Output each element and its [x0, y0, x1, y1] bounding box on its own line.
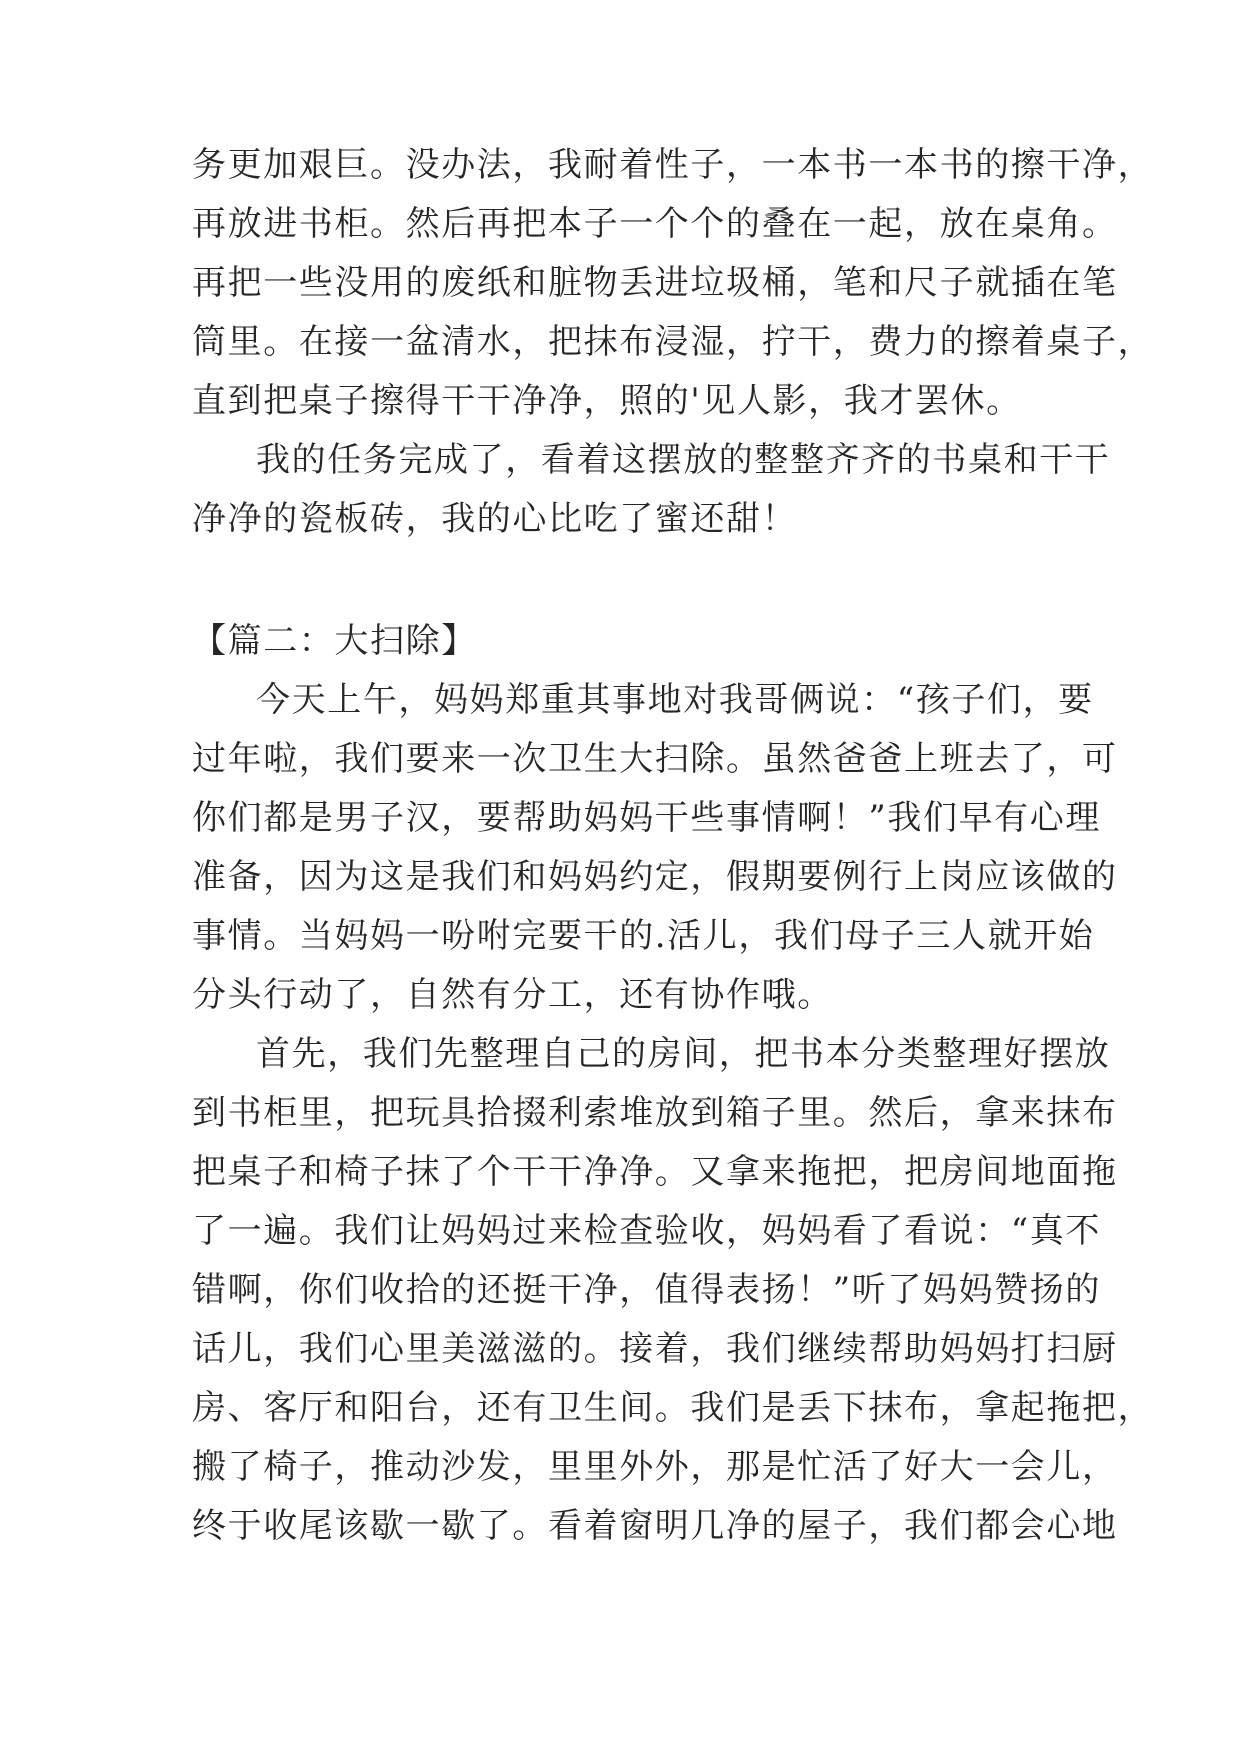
text-line: 搬了椅子，推动沙发，里里外外，那是忙活了好大一会儿， — [192, 1447, 1118, 1487]
text-line: 分头行动了，自然有分工，还有协作哦。 — [192, 975, 833, 1015]
text-line: 把桌子和椅子抹了个干干净净。又拿来拖把，把房间地面拖 — [192, 1152, 1118, 1192]
section-heading: 【篇二：大扫除】 — [192, 621, 477, 661]
text-line: 直到把桌子擦得干干净净，照的'见人影，我才罢休。 — [192, 381, 1022, 421]
text-line: 事情。当妈妈一吩咐完要干的.活儿，我们母子三人就开始 — [192, 916, 1095, 956]
text-line: 我的任务完成了，看着这摆放的整整齐齐的书桌和干干 — [256, 440, 1111, 480]
text-line: 房、客厅和阳台，还有卫生间。我们是丢下抹布，拿起拖把， — [192, 1388, 1154, 1428]
text-line: 筒里。在接一盆清水，把抹布浸湿，拧干，费力的擦着桌子， — [192, 322, 1154, 362]
text-line: 首先，我们先整理自己的房间，把书本分类整理好摆放 — [256, 1034, 1111, 1074]
text-line: 到书柜里，把玩具拾掇利索堆放到箱子里。然后，拿来抹布 — [192, 1093, 1118, 1133]
text-line: 终于收尾该歇一歇了。看着窗明几净的屋子，我们都会心地 — [192, 1506, 1118, 1546]
text-line: 准备，因为这是我们和妈妈约定，假期要例行上岗应该做的 — [192, 857, 1118, 897]
text-line: 你们都是男子汉，要帮助妈妈干些事情啊！”我们早有心理 — [192, 798, 1101, 838]
text-line: 务更加艰巨。没办法，我耐着性子，一本书一本书的擦干净， — [192, 145, 1154, 185]
text-line: 了一遍。我们让妈妈过来检查验收，妈妈看了看说：“真不 — [192, 1211, 1101, 1251]
text-line: 错啊，你们收拾的还挺干净，值得表扬！”听了妈妈赞扬的 — [192, 1270, 1101, 1310]
text-line: 话儿，我们心里美滋滋的。接着，我们继续帮助妈妈打扫厨 — [192, 1329, 1118, 1369]
text-line: 再放进书柜。然后再把本子一个个的叠在一起，放在桌角。 — [192, 204, 1118, 244]
text-line: 今天上午，妈妈郑重其事地对我哥俩说：“孩子们，要 — [256, 680, 1094, 720]
text-line: 再把一些没用的废纸和脏物丢进垃圾桶，笔和尺子就插在笔 — [192, 263, 1118, 303]
text-line: 净净的瓷板砖，我的心比吃了蜜还甜！ — [192, 499, 798, 539]
text-line: 过年啦，我们要来一次卫生大扫除。虽然爸爸上班去了，可 — [192, 739, 1118, 779]
